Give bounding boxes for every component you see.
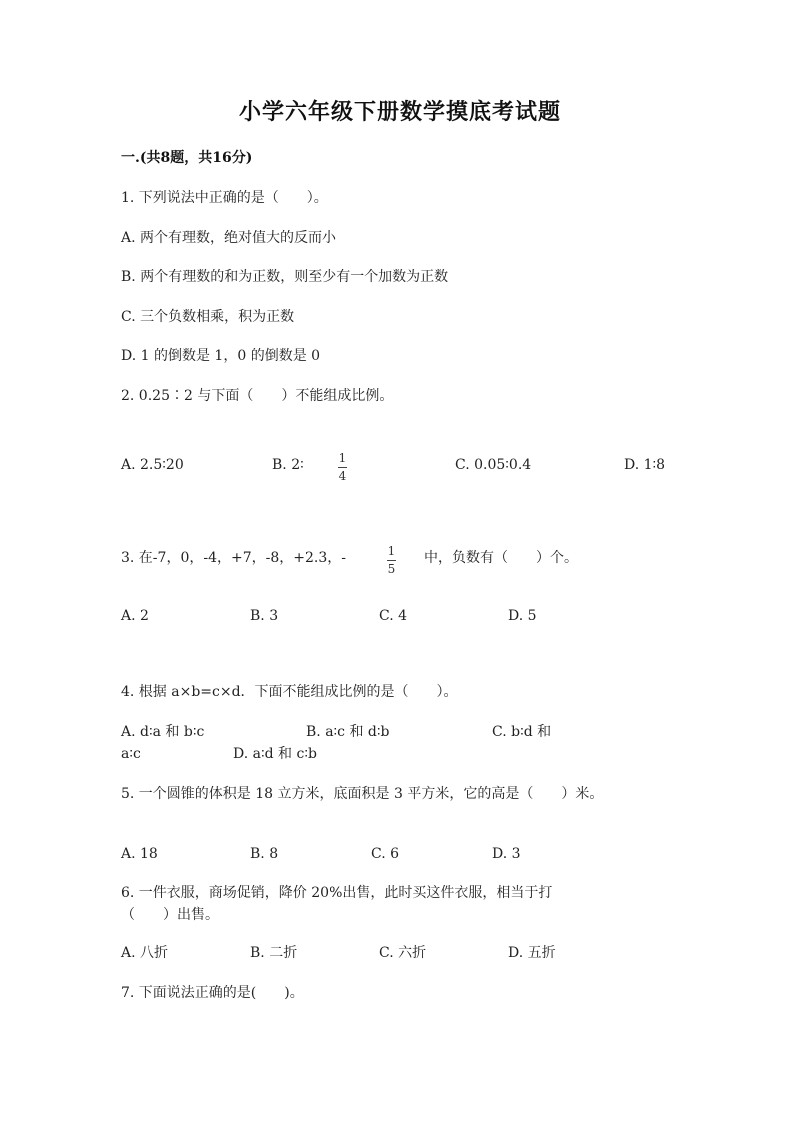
- option-d: D. 5: [508, 608, 537, 624]
- option-b: B. 8: [250, 846, 279, 862]
- question-stem: 4. 根据 a×b=c×d．下面不能组成比例的是（ ）。: [121, 684, 458, 700]
- question-stem-suffix: 中，负数有（ ）个。: [424, 550, 578, 566]
- question-stem: 2. 0.25∶2 与下面（ ）不能组成比例。: [121, 388, 394, 404]
- option-c: C. 4: [379, 608, 408, 624]
- question-stem-line2: （ ）出售。: [121, 907, 219, 923]
- option-c-line2: a∶c: [121, 746, 141, 762]
- option-c: C. 六折: [379, 945, 427, 961]
- option-d: D. 五折: [508, 945, 556, 961]
- option-b: B. a∶c 和 d∶b: [306, 724, 390, 740]
- option-b: B. 二折: [250, 945, 298, 961]
- option-b: B. 3: [250, 608, 279, 624]
- option-a: A. 2: [121, 608, 149, 624]
- option-a: A. 八折: [121, 945, 169, 961]
- option-c: C. 三个负数相乘，积为正数: [121, 309, 295, 325]
- option-d: D. 3: [492, 846, 521, 862]
- fraction-denominator: 5: [387, 562, 396, 576]
- question-stem-prefix: 3. 在-7，0，-4，+7，-8，+2.3，-: [121, 550, 346, 566]
- option-a: A. d∶a 和 b∶c: [121, 724, 205, 740]
- option-c: C. 6: [371, 846, 400, 862]
- option-c-line1: C. b∶d 和: [492, 724, 552, 740]
- option-c: C. 0.05∶0.4: [455, 457, 532, 473]
- fraction-numerator: 1: [338, 451, 347, 465]
- option-d: D. 1 的倒数是 1，0 的倒数是 0: [121, 348, 321, 364]
- question-stem-line1: 6. 一件衣服，商场促销，降价 20%出售，此时买这件衣服，相当于打: [121, 885, 553, 901]
- question-stem: 5. 一个圆锥的体积是 18 立方米，底面积是 3 平方米，它的高是（ ）米。: [121, 786, 604, 802]
- option-a: A. 两个有理数，绝对值大的反而小: [121, 230, 337, 246]
- page-title: 小学六年级下册数学摸底考试题: [238, 99, 561, 125]
- option-b-label: B. 2∶: [272, 457, 304, 473]
- question-stem: 1. 下列说法中正确的是（ ）。: [121, 190, 328, 206]
- fraction-bar: [387, 560, 396, 561]
- option-d: D. a∶d 和 c∶b: [233, 746, 317, 762]
- stem-fraction: [387, 545, 396, 575]
- fraction-denominator: 4: [338, 469, 347, 483]
- option-b-fraction: [338, 452, 347, 482]
- fraction-numerator: 1: [387, 544, 396, 558]
- question-stem: 7. 下面说法正确的是( )。: [121, 985, 304, 1001]
- option-a: A. 18: [121, 846, 158, 862]
- option-b: B. 两个有理数的和为正数，则至少有一个加数为正数: [121, 269, 449, 285]
- section-header: 一.(共8题，共16分): [121, 150, 253, 166]
- option-a: A. 2.5∶20: [121, 457, 184, 473]
- fraction-bar: [338, 467, 347, 468]
- option-d: D. 1∶8: [624, 457, 666, 473]
